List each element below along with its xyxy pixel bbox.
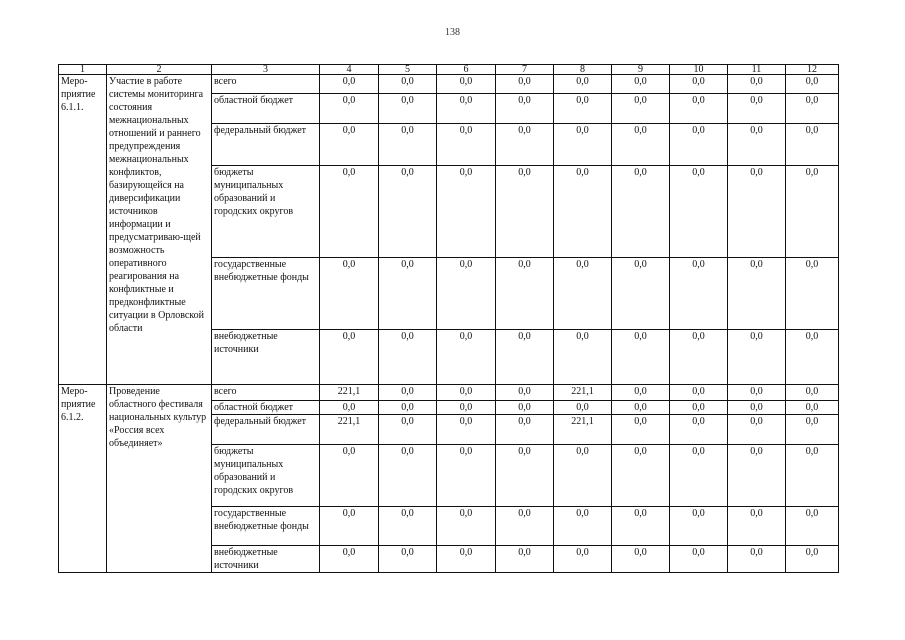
funding-source: государственные внебюджетные фонды xyxy=(212,507,320,546)
amount-cell: 0,0 xyxy=(496,507,554,546)
funding-source: федеральный бюджет xyxy=(212,124,320,166)
amount-cell: 0,0 xyxy=(496,330,554,385)
amount-cell: 0,0 xyxy=(379,385,437,401)
budget-table xyxy=(58,64,839,573)
amount-cell: 0,0 xyxy=(379,166,437,258)
amount-cell: 0,0 xyxy=(786,258,839,330)
amount-cell: 0,0 xyxy=(379,75,437,94)
page-number: 138 xyxy=(445,27,460,38)
amount-cell: 0,0 xyxy=(496,445,554,507)
amount-cell: 0,0 xyxy=(379,124,437,166)
amount-cell: 0,0 xyxy=(728,75,786,94)
amount-cell: 0,0 xyxy=(379,330,437,385)
amount-cell: 0,0 xyxy=(786,415,839,445)
amount-cell: 0,0 xyxy=(320,75,379,94)
amount-cell: 0,0 xyxy=(437,124,496,166)
amount-cell: 0,0 xyxy=(728,330,786,385)
table-row xyxy=(59,75,839,94)
amount-cell: 0,0 xyxy=(612,94,670,124)
amount-cell: 0,0 xyxy=(437,166,496,258)
amount-cell: 0,0 xyxy=(379,94,437,124)
amount-cell: 0,0 xyxy=(554,546,612,573)
amount-cell: 0,0 xyxy=(496,124,554,166)
funding-source: федеральный бюджет xyxy=(212,415,320,445)
amount-cell: 0,0 xyxy=(496,258,554,330)
amount-cell: 0,0 xyxy=(728,258,786,330)
amount-cell: 0,0 xyxy=(379,546,437,573)
amount-cell: 221,1 xyxy=(320,385,379,401)
amount-cell: 0,0 xyxy=(612,75,670,94)
funding-source: областной бюджет xyxy=(212,94,320,124)
amount-cell: 0,0 xyxy=(320,445,379,507)
column-header: 5 xyxy=(379,65,437,75)
amount-cell: 0,0 xyxy=(670,330,728,385)
amount-cell: 0,0 xyxy=(786,445,839,507)
amount-cell: 0,0 xyxy=(670,258,728,330)
amount-cell: 0,0 xyxy=(437,330,496,385)
amount-cell: 0,0 xyxy=(379,445,437,507)
amount-cell: 0,0 xyxy=(786,94,839,124)
amount-cell: 0,0 xyxy=(612,445,670,507)
amount-cell: 0,0 xyxy=(379,258,437,330)
event-title: Участие в работе системы мониторинга состояния межнациональных отношений и раннего предупреждения межнациональных конфликтов, базирующейся на диверсификации источников информации и предусматриваю-щей возможность оперативного реагирования на конфликтные и предконфликтные ситуации в Орловской области xyxy=(107,75,212,385)
funding-source: государственные внебюджетные фонды xyxy=(212,258,320,330)
amount-cell: 0,0 xyxy=(728,385,786,401)
amount-cell: 0,0 xyxy=(554,445,612,507)
amount-cell: 0,0 xyxy=(496,415,554,445)
amount-cell: 0,0 xyxy=(379,401,437,415)
column-header: 2 xyxy=(107,65,212,75)
amount-cell: 0,0 xyxy=(612,258,670,330)
column-header: 1 xyxy=(59,65,107,75)
amount-cell: 0,0 xyxy=(612,546,670,573)
funding-source: внебюджетные источники xyxy=(212,546,320,573)
amount-cell: 0,0 xyxy=(670,415,728,445)
column-header: 3 xyxy=(212,65,320,75)
column-header: 6 xyxy=(437,65,496,75)
amount-cell: 0,0 xyxy=(496,94,554,124)
amount-cell: 0,0 xyxy=(320,124,379,166)
amount-cell: 0,0 xyxy=(728,507,786,546)
amount-cell: 0,0 xyxy=(670,401,728,415)
funding-source: бюджеты муниципальных образований и городских округов xyxy=(212,166,320,258)
amount-cell: 0,0 xyxy=(728,124,786,166)
amount-cell: 0,0 xyxy=(670,507,728,546)
event-code: Меро-приятие 6.1.1. xyxy=(59,75,107,385)
amount-cell: 0,0 xyxy=(554,330,612,385)
amount-cell: 0,0 xyxy=(320,401,379,415)
amount-cell: 0,0 xyxy=(670,166,728,258)
amount-cell: 0,0 xyxy=(728,94,786,124)
column-header: 7 xyxy=(496,65,554,75)
amount-cell: 0,0 xyxy=(670,445,728,507)
amount-cell: 0,0 xyxy=(670,75,728,94)
amount-cell: 0,0 xyxy=(786,75,839,94)
event-code: Меро-приятие 6.1.2. xyxy=(59,385,107,573)
amount-cell: 0,0 xyxy=(786,330,839,385)
amount-cell: 0,0 xyxy=(320,330,379,385)
amount-cell: 0,0 xyxy=(670,94,728,124)
amount-cell: 0,0 xyxy=(496,546,554,573)
column-header: 12 xyxy=(786,65,839,75)
amount-cell: 0,0 xyxy=(728,445,786,507)
column-header: 11 xyxy=(728,65,786,75)
amount-cell: 0,0 xyxy=(612,415,670,445)
amount-cell: 0,0 xyxy=(554,507,612,546)
funding-source: всего xyxy=(212,75,320,94)
amount-cell: 0,0 xyxy=(670,124,728,166)
amount-cell: 0,0 xyxy=(437,258,496,330)
amount-cell: 0,0 xyxy=(728,415,786,445)
funding-source: бюджеты муниципальных образований и городских округов xyxy=(212,445,320,507)
amount-cell: 0,0 xyxy=(496,385,554,401)
amount-cell: 0,0 xyxy=(437,507,496,546)
amount-cell: 221,1 xyxy=(554,385,612,401)
amount-cell: 0,0 xyxy=(670,546,728,573)
amount-cell: 0,0 xyxy=(786,507,839,546)
amount-cell: 0,0 xyxy=(437,401,496,415)
amount-cell: 0,0 xyxy=(437,94,496,124)
column-header: 8 xyxy=(554,65,612,75)
amount-cell: 0,0 xyxy=(320,546,379,573)
amount-cell: 0,0 xyxy=(786,124,839,166)
amount-cell: 0,0 xyxy=(728,166,786,258)
amount-cell: 0,0 xyxy=(496,75,554,94)
amount-cell: 0,0 xyxy=(437,415,496,445)
funding-source: внебюджетные источники xyxy=(212,330,320,385)
amount-cell: 0,0 xyxy=(554,401,612,415)
table-row xyxy=(59,385,839,401)
amount-cell: 0,0 xyxy=(612,330,670,385)
column-header: 10 xyxy=(670,65,728,75)
amount-cell: 0,0 xyxy=(786,546,839,573)
amount-cell: 0,0 xyxy=(554,94,612,124)
amount-cell: 0,0 xyxy=(612,507,670,546)
amount-cell: 0,0 xyxy=(728,401,786,415)
amount-cell: 0,0 xyxy=(437,75,496,94)
amount-cell: 0,0 xyxy=(786,401,839,415)
funding-source: областной бюджет xyxy=(212,401,320,415)
amount-cell: 0,0 xyxy=(612,166,670,258)
amount-cell: 0,0 xyxy=(496,401,554,415)
amount-cell: 0,0 xyxy=(496,166,554,258)
amount-cell: 0,0 xyxy=(554,75,612,94)
amount-cell: 0,0 xyxy=(320,507,379,546)
amount-cell: 0,0 xyxy=(379,507,437,546)
amount-cell: 0,0 xyxy=(379,415,437,445)
amount-cell: 0,0 xyxy=(670,385,728,401)
amount-cell: 0,0 xyxy=(786,166,839,258)
amount-cell: 0,0 xyxy=(554,124,612,166)
amount-cell: 0,0 xyxy=(437,546,496,573)
amount-cell: 0,0 xyxy=(786,385,839,401)
column-header: 9 xyxy=(612,65,670,75)
amount-cell: 0,0 xyxy=(320,94,379,124)
event-title: Проведение областного фестиваля национальных культур «Россия всех объединяет» xyxy=(107,385,212,573)
column-header-row xyxy=(59,65,839,75)
amount-cell: 0,0 xyxy=(437,445,496,507)
amount-cell: 0,0 xyxy=(554,258,612,330)
amount-cell: 0,0 xyxy=(320,166,379,258)
amount-cell: 221,1 xyxy=(554,415,612,445)
amount-cell: 0,0 xyxy=(612,401,670,415)
amount-cell: 0,0 xyxy=(437,385,496,401)
amount-cell: 0,0 xyxy=(554,166,612,258)
amount-cell: 0,0 xyxy=(728,546,786,573)
funding-source: всего xyxy=(212,385,320,401)
amount-cell: 0,0 xyxy=(320,258,379,330)
amount-cell: 0,0 xyxy=(612,124,670,166)
amount-cell: 0,0 xyxy=(612,385,670,401)
column-header: 4 xyxy=(320,65,379,75)
table-body xyxy=(59,65,839,573)
amount-cell: 221,1 xyxy=(320,415,379,445)
